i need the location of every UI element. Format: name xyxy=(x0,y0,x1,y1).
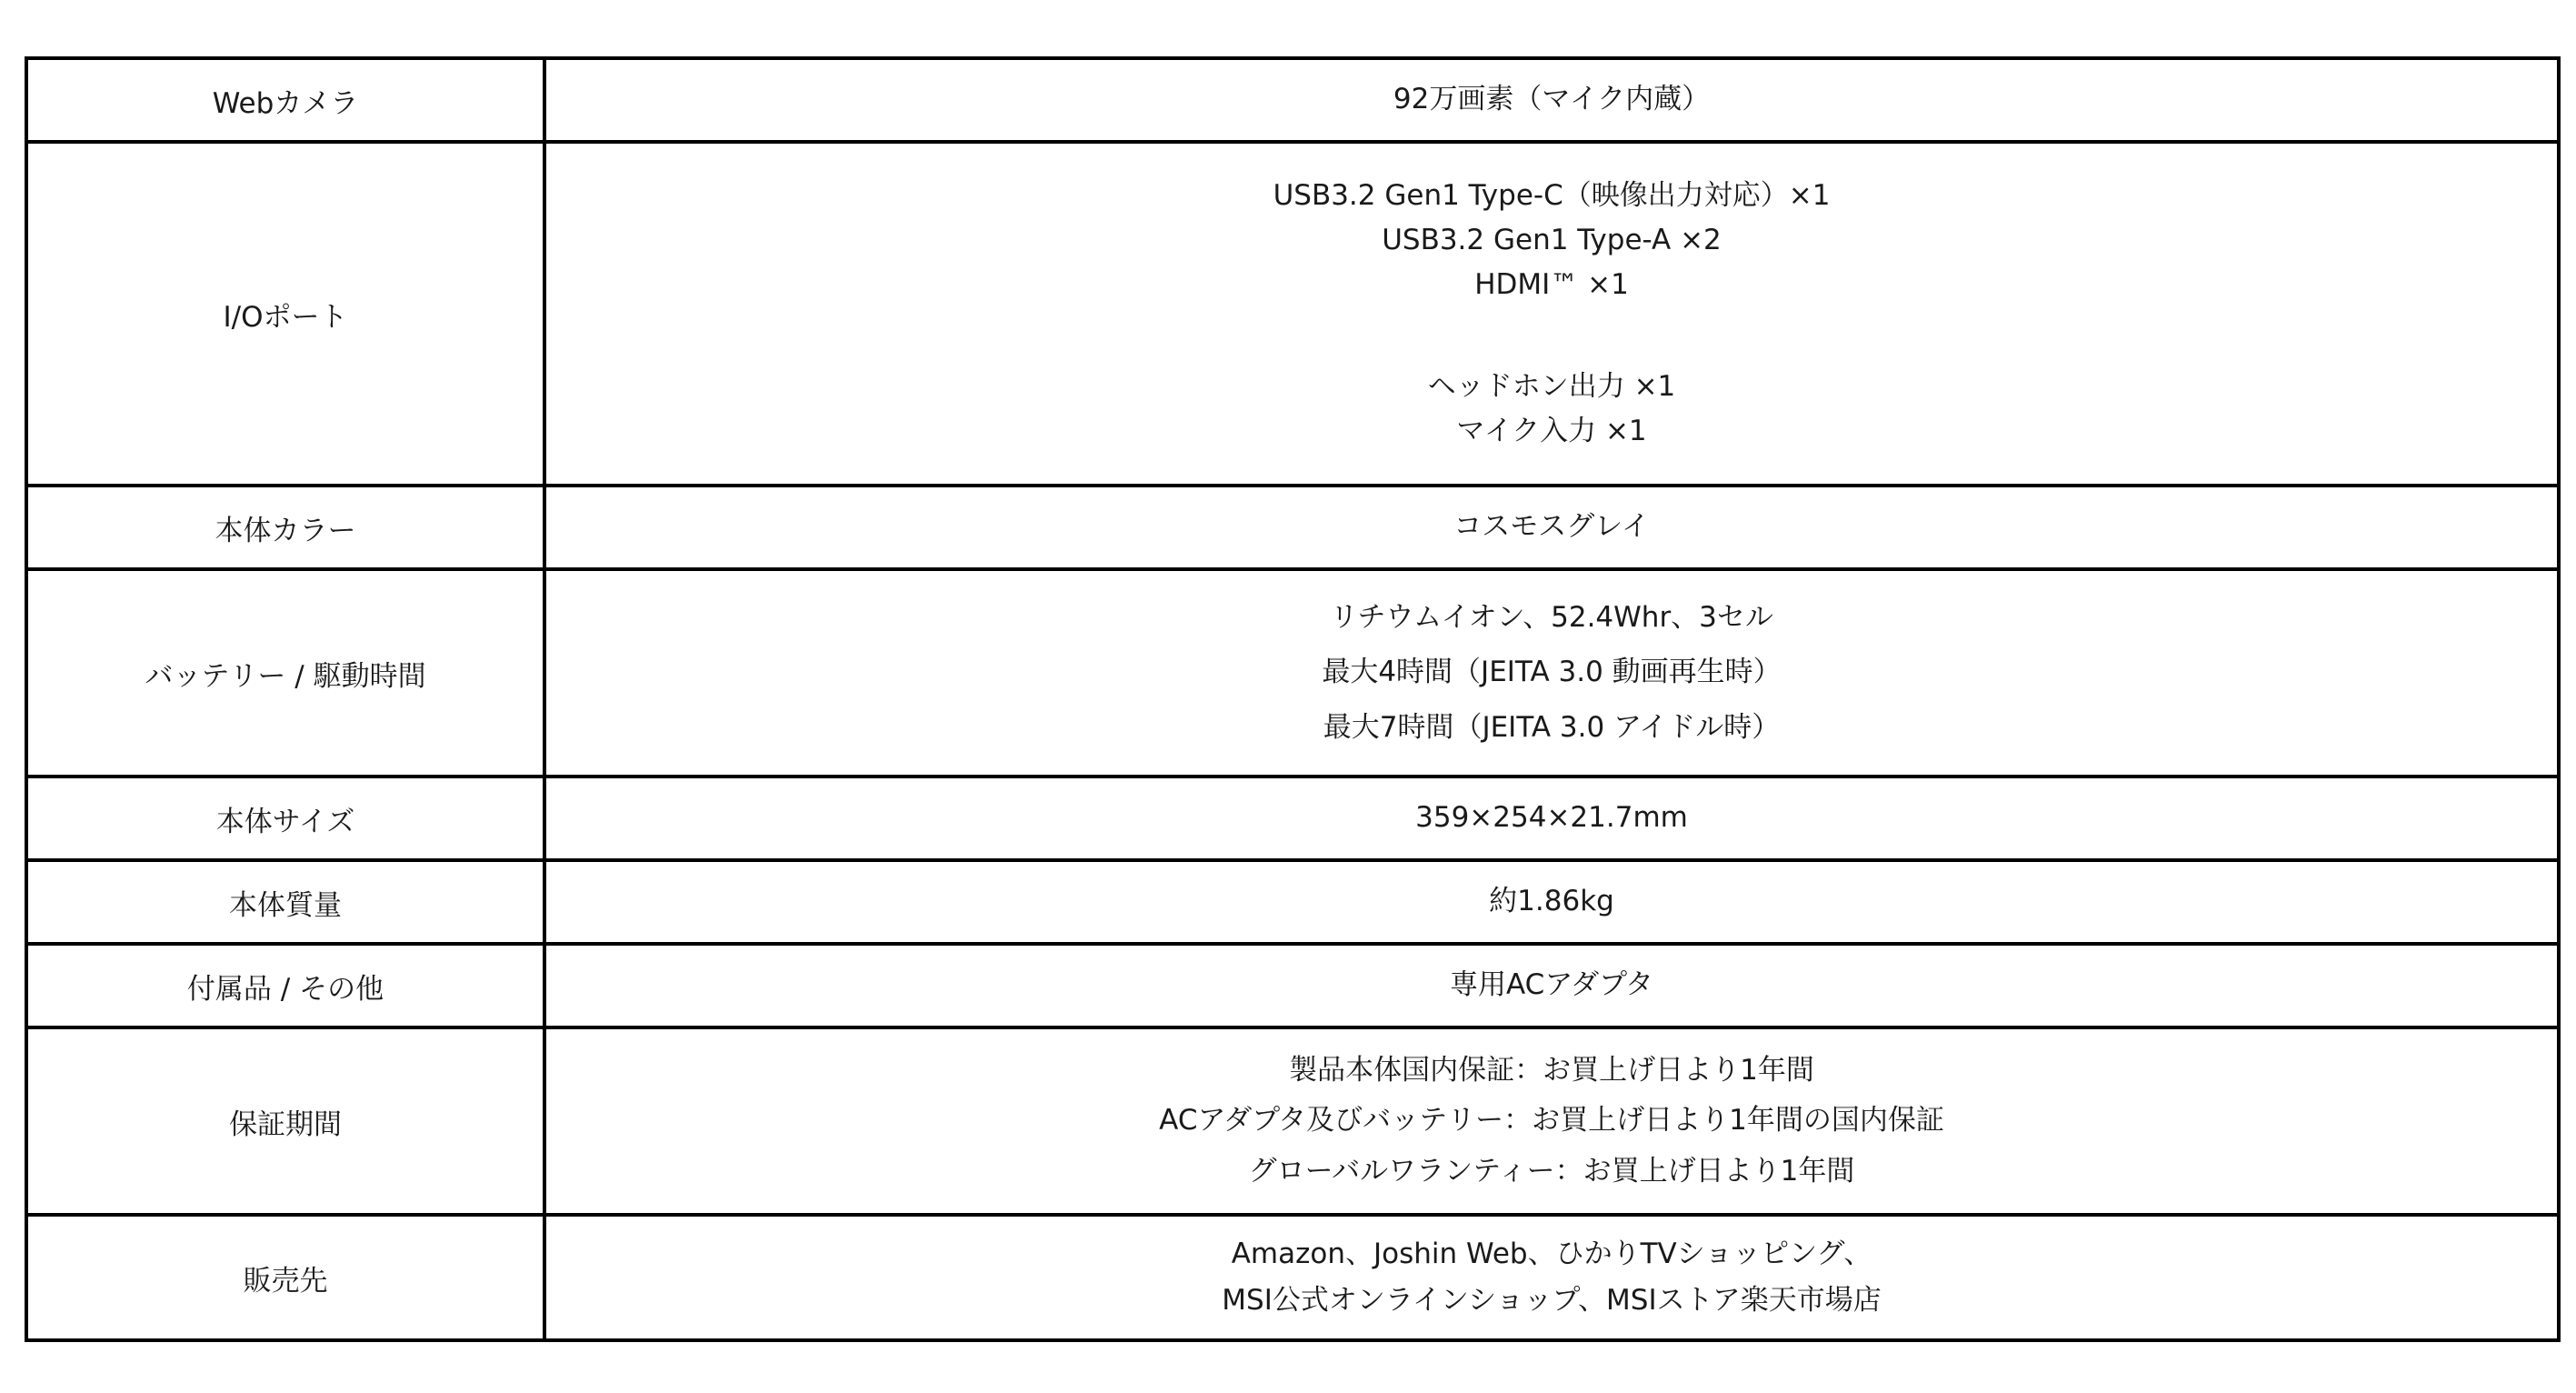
row-label-weight: 本体質量 xyxy=(26,860,544,944)
value-line: コスモスグレイ xyxy=(1453,510,1650,544)
value-line: MSI公式オンラインショップ、MSIストア楽天市場店 xyxy=(1222,1284,1882,1317)
value-line: 92万画素（マイク内蔵） xyxy=(1393,83,1711,116)
value-line: Amazon、Joshin Web、ひかりTVショッピング、 xyxy=(1231,1237,1872,1270)
value-line: マイク入力 ×1 xyxy=(1456,414,1647,447)
row-value-io-ports xyxy=(544,142,2559,486)
table-row-color xyxy=(26,486,2559,569)
spec-table xyxy=(25,56,2561,1342)
row-value-battery xyxy=(544,569,2559,777)
row-value-size xyxy=(544,777,2559,860)
value-line: 製品本体国内保証：お買上げ日より1年間 xyxy=(1289,1054,1814,1087)
value-line: リチウムイオン、52.4Whr、3セル xyxy=(1330,601,1773,635)
spacer xyxy=(555,314,2548,359)
value-line: ヘッドホン出力 ×1 xyxy=(1427,369,1676,403)
row-value-webcam xyxy=(544,58,2559,142)
row-value-color xyxy=(544,486,2559,569)
value-line: 最大4時間（JEITA 3.0 動画再生時） xyxy=(1322,656,1782,689)
value-line: USB3.2 Gen1 Type-A ×2 xyxy=(1382,224,1722,257)
table-row-sales xyxy=(26,1215,2559,1340)
value-line: 最大7時間（JEITA 3.0 アイドル時） xyxy=(1323,710,1781,744)
table-row-weight xyxy=(26,860,2559,944)
table-row-size xyxy=(26,777,2559,860)
row-label-size: 本体サイズ xyxy=(26,777,544,860)
row-label-io-ports: I/Oポート xyxy=(26,142,544,486)
table-row-webcam xyxy=(26,58,2559,142)
row-label-battery: バッテリー / 駆動時間 xyxy=(26,569,544,777)
row-value-accessories xyxy=(544,944,2559,1027)
row-label-color: 本体カラー xyxy=(26,486,544,569)
table-row-accessories xyxy=(26,944,2559,1027)
row-value-weight xyxy=(544,860,2559,944)
value-line: 専用ACアダプタ xyxy=(1450,968,1653,1002)
row-value-sales xyxy=(544,1215,2559,1340)
row-label-sales: 販売先 xyxy=(26,1215,544,1340)
table-row-io-ports xyxy=(26,142,2559,486)
table-row-warranty xyxy=(26,1027,2559,1215)
value-line: グローバルワランティー：お買上げ日より1年間 xyxy=(1248,1154,1855,1188)
value-line: USB3.2 Gen1 Type-C（映像出力対応）×1 xyxy=(1273,179,1831,213)
value-line: 約1.86kg xyxy=(1489,885,1614,918)
value-line: 359×254×21.7mm xyxy=(1415,801,1688,835)
value-line: HDMI™ ×1 xyxy=(1474,268,1629,302)
row-label-webcam: Webカメラ xyxy=(26,58,544,142)
value-line: ACアダプタ及びバッテリー：お買上げ日より1年間の国内保証 xyxy=(1159,1104,1944,1137)
row-value-warranty xyxy=(544,1027,2559,1215)
row-label-accessories: 付属品 / その他 xyxy=(26,944,544,1027)
table-row-battery xyxy=(26,569,2559,777)
row-label-warranty: 保証期間 xyxy=(26,1027,544,1215)
